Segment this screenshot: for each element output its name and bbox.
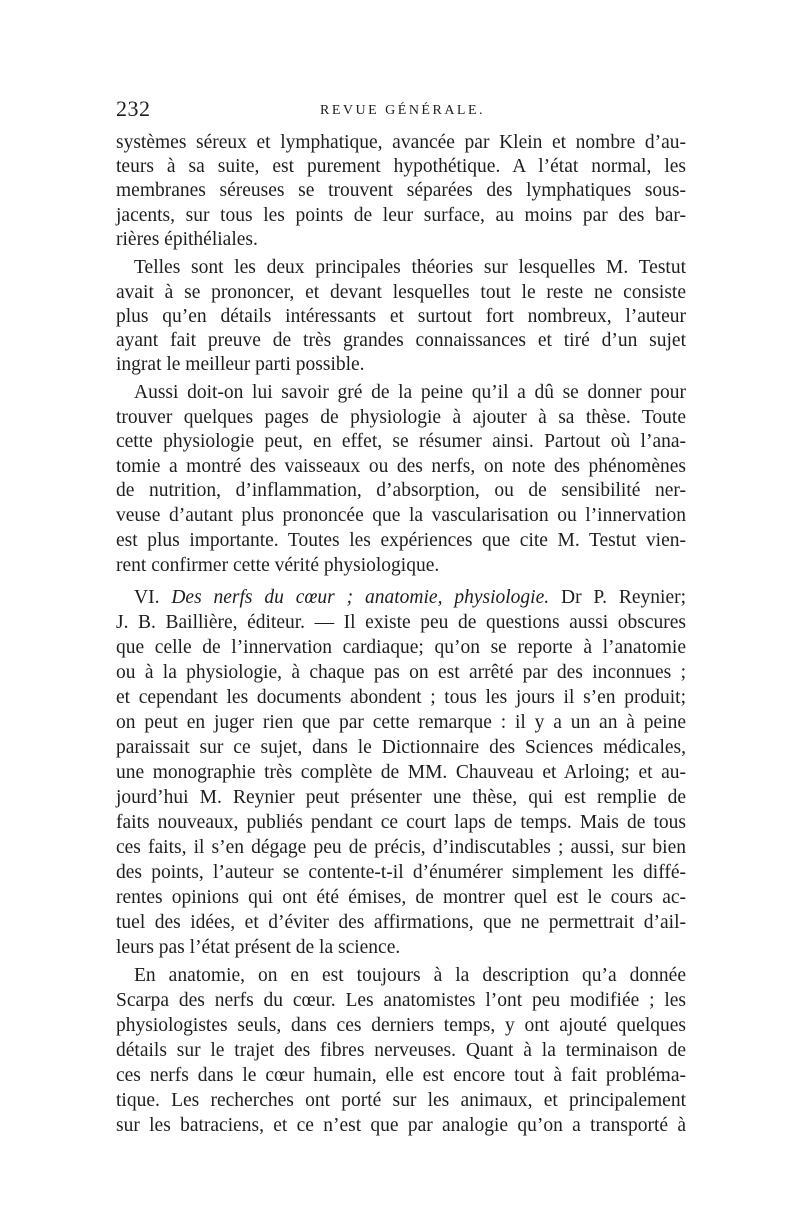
text-line: et cependant les documents abondent ; tous les jours il s’en produit; [116, 687, 686, 708]
text-line: jourd’hui M. Reynier peut présenter une thèse, qui est remplie de [116, 787, 686, 808]
text-line: leurs pas l’état présent de la science. [116, 937, 401, 958]
section-number: VI. [134, 587, 172, 608]
page-number: 232 [116, 96, 151, 121]
text-line: Aussi doit-on lui savoir gré de la peine qu’il a dû se donner pour [134, 382, 686, 403]
text-line: ces faits, il s’en dégage peu de précis, d’indiscutables ; aussi, sur bien [116, 837, 686, 858]
text-line: avait à se prononcer, et devant lesquelles tout le reste ne consiste [116, 282, 686, 303]
text-line: teurs à sa suite, est purement hypothétique. A l’état normal, les [116, 156, 686, 177]
section-author: Dr P. Reynier; [549, 587, 687, 608]
text-line: En anatomie, on en est toujours à la description qu’a donnée [134, 965, 686, 986]
text-line: ayant fait preuve de très grandes connaissances et tiré d’un sujet [116, 330, 686, 351]
text-line: des points, l’auteur se contente-t-il d’énumérer simplement les diffé- [116, 862, 686, 883]
text-line: membranes séreuses se trouvent séparées des lymphatiques sous- [116, 180, 686, 201]
text-line: de nutrition, d’inflammation, d’absorption, ou de sensibilité ner- [116, 480, 686, 501]
text-line: veuse d’autant plus prononcée que la vascularisation ou l’innervation [116, 505, 686, 526]
text-line: trouver quelques pages de physiologie à ajouter à sa thèse. Toute [116, 407, 686, 428]
text-line: ingrat le meilleur parti possible. [116, 354, 365, 375]
text-line: rières épithéliales. [116, 229, 258, 250]
section-heading-line [116, 585, 686, 611]
text-line: sur les batraciens, et ce n’est que par analogie qu’on a transporté à [116, 1115, 686, 1136]
text-line: plus qu’en détails intéressants et surtout fort nombreux, l’auteur [116, 306, 686, 327]
text-line: tique. Les recherches ont porté sur les animaux, et principalement [116, 1090, 686, 1111]
text-line: faits nouveaux, publiés pendant ce court laps de temps. Mais de tous [116, 812, 686, 833]
text-line: Scarpa des nerfs du cœur. Les anatomistes l’ont peu modifiée ; les [116, 990, 686, 1011]
text-line: physiologistes seuls, dans ces derniers temps, y ont ajouté quelques [116, 1015, 686, 1036]
text-line: rentes opinions qui ont été émises, de montrer quel est le cours ac- [116, 887, 686, 908]
text-line: tomie a montré des vaisseaux ou des nerfs, on note des phénomènes [116, 456, 686, 477]
text-line: une monographie très complète de MM. Chauveau et Arloing; et au- [116, 762, 686, 783]
text-line: tuel des idées, et d’éviter des affirmations, que ne permettrait d’ail- [116, 912, 686, 933]
text-line: paraissait sur ce sujet, dans le Dictionnaire des Sciences médicales, [116, 737, 686, 758]
text-line: que celle de l’innervation cardiaque; qu’on se reporte à l’anatomie [116, 637, 686, 658]
text-line: Telles sont les deux principales théories sur lesquelles M. Testut [134, 257, 686, 278]
text-line: détails sur le trajet des fibres nerveuses. Quant à la terminaison de [116, 1040, 686, 1061]
running-title: REVUE GÉNÉRALE. [320, 103, 486, 118]
text-line: jacents, sur tous les points de leur surface, au moins par des bar- [116, 205, 686, 226]
text-line: est plus importante. Toutes les expériences que cite M. Testut vien- [116, 530, 686, 551]
section-title: Des nerfs du cœur ; anatomie, physiologie. [171, 587, 550, 608]
text-line: on peut en juger rien que par cette remarque : il y a un an à peine [116, 712, 686, 733]
page-header [116, 96, 686, 126]
text-line: ou à la physiologie, à chaque pas on est arrêté par des inconnues ; [116, 662, 686, 683]
text-line: J. B. Baillière, éditeur. — Il existe peu de questions aussi obscures [116, 612, 686, 633]
text-line: rent confirmer cette vérité physiologique. [116, 555, 440, 576]
text-line: systèmes séreux et lymphatique, avancée par Klein et nombre d’au- [116, 132, 686, 153]
text-line: cette physiologie peut, en effet, se résumer ainsi. Partout où l’ana- [116, 431, 686, 452]
text-line: ces nerfs dans le cœur humain, elle est encore tout à fait probléma- [116, 1065, 686, 1086]
